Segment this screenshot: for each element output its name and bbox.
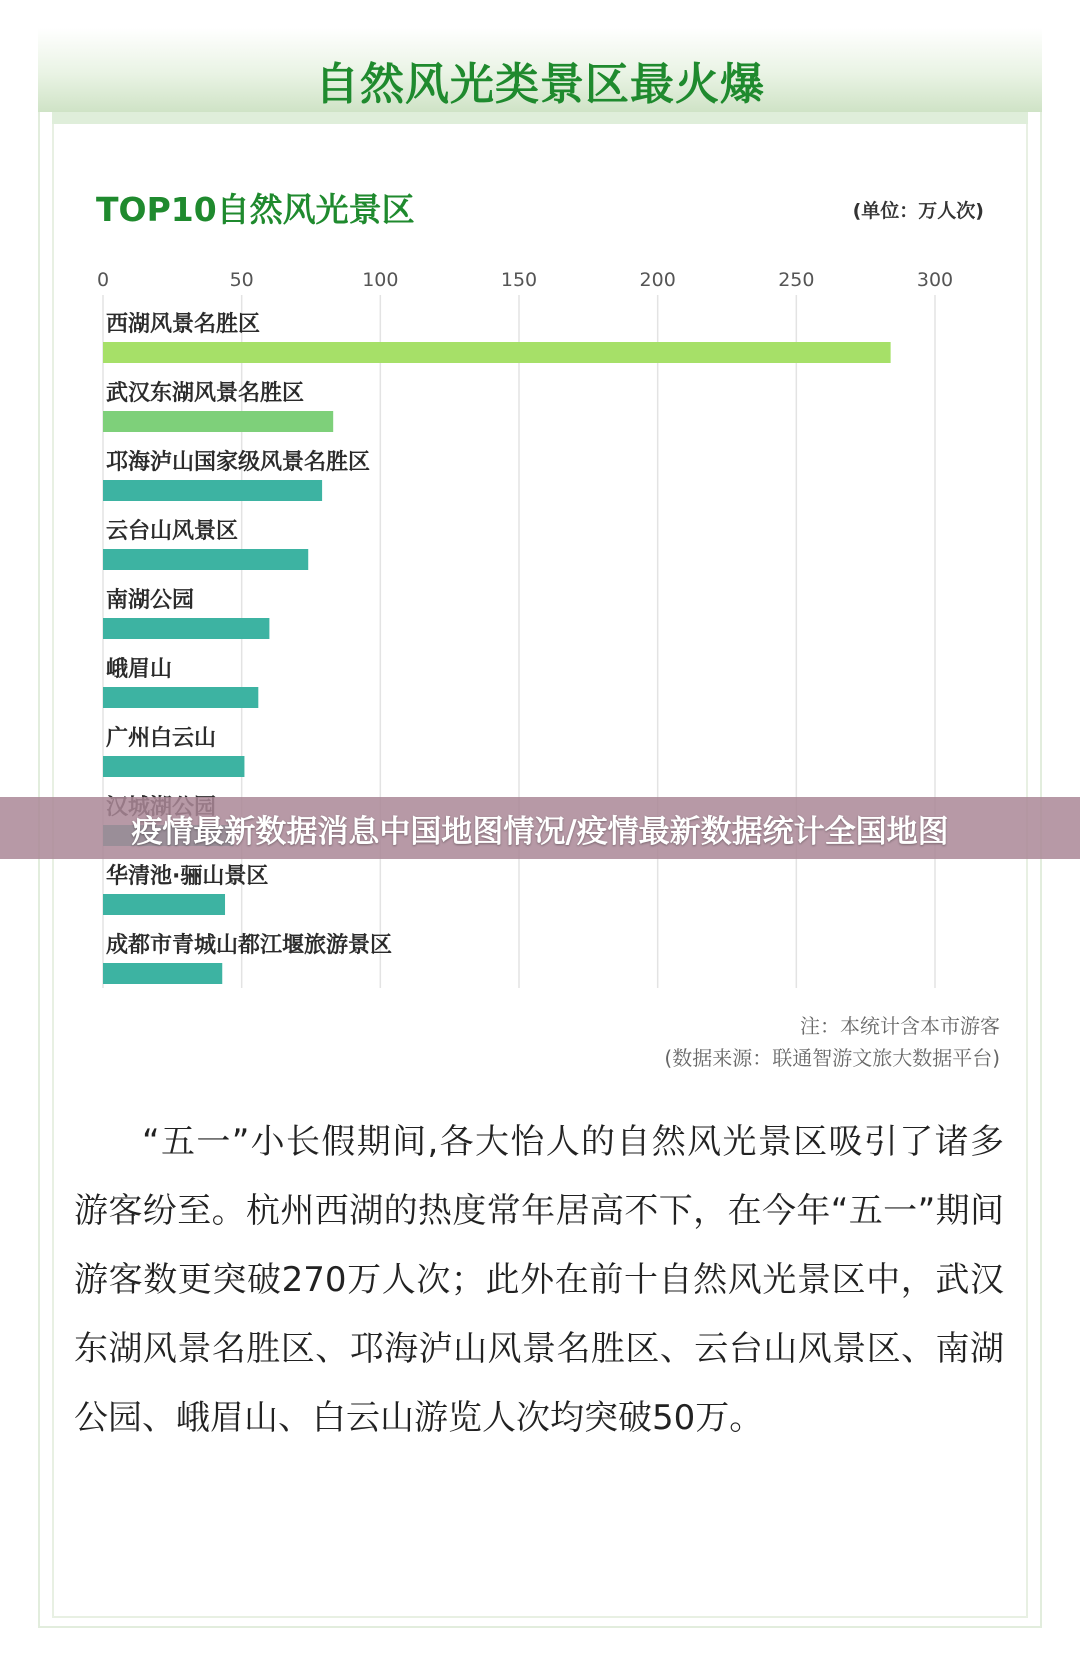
note-line-1: 注：本统计含本市游客 [800, 1014, 1000, 1038]
bar [103, 549, 308, 570]
bar [103, 618, 269, 639]
tick-label: 250 [778, 269, 815, 291]
category-label: 成都市青城山都江堰旅游景区 [106, 933, 393, 958]
bar [103, 963, 222, 984]
category-label: 西湖风景名胜区 [106, 312, 261, 337]
note-line-2: (数据来源：联通智游文旅大数据平台) [664, 1046, 1000, 1070]
category-label: 峨眉山 [106, 657, 173, 682]
tick-label: 150 [500, 269, 538, 291]
header-title: 自然风光类景区最火爆 [315, 59, 765, 110]
overlay-banner-text: 疫情最新数据消息中国地图情况/疫情最新数据统计全国地图 [131, 813, 949, 850]
overlay-banner[interactable] [0, 797, 1080, 859]
category-label: 华清池·骊山景区 [106, 864, 269, 889]
bar [103, 687, 258, 708]
tick-label: 200 [639, 269, 676, 291]
article-paragraph: “五一”小长假期间,各大怡人的自然风光景区吸引了诸多游客纷至。杭州西湖的热度常年居高不下，在今年“五一”期间游客数更突破270万人次；此外在前十自然风光景区中，武汉东湖风景名胜区、邛海泸山风景名胜区、云台山风景区、南湖公园、峨眉山、白云山游览人次均突破50万。 [74, 1122, 1004, 1438]
category-label: 南湖公园 [106, 588, 195, 613]
category-label: 云台山风景区 [106, 519, 239, 544]
bar [103, 411, 333, 432]
category-label: 广州白云山 [106, 726, 217, 751]
bar [103, 480, 322, 501]
category-label: 邛海泸山国家级风景名胜区 [106, 450, 371, 475]
tick-label: 0 [96, 269, 110, 291]
unit-label: (单位：万人次) [852, 200, 984, 222]
category-label: 武汉东湖风景名胜区 [106, 381, 305, 406]
tick-label: 300 [916, 269, 954, 291]
bar [103, 894, 225, 915]
tick-label: 50 [229, 269, 254, 291]
tick-label: 100 [362, 269, 399, 291]
bar [103, 756, 244, 777]
chart-title: TOP10自然风光景区 [96, 190, 415, 229]
bar [103, 342, 891, 363]
